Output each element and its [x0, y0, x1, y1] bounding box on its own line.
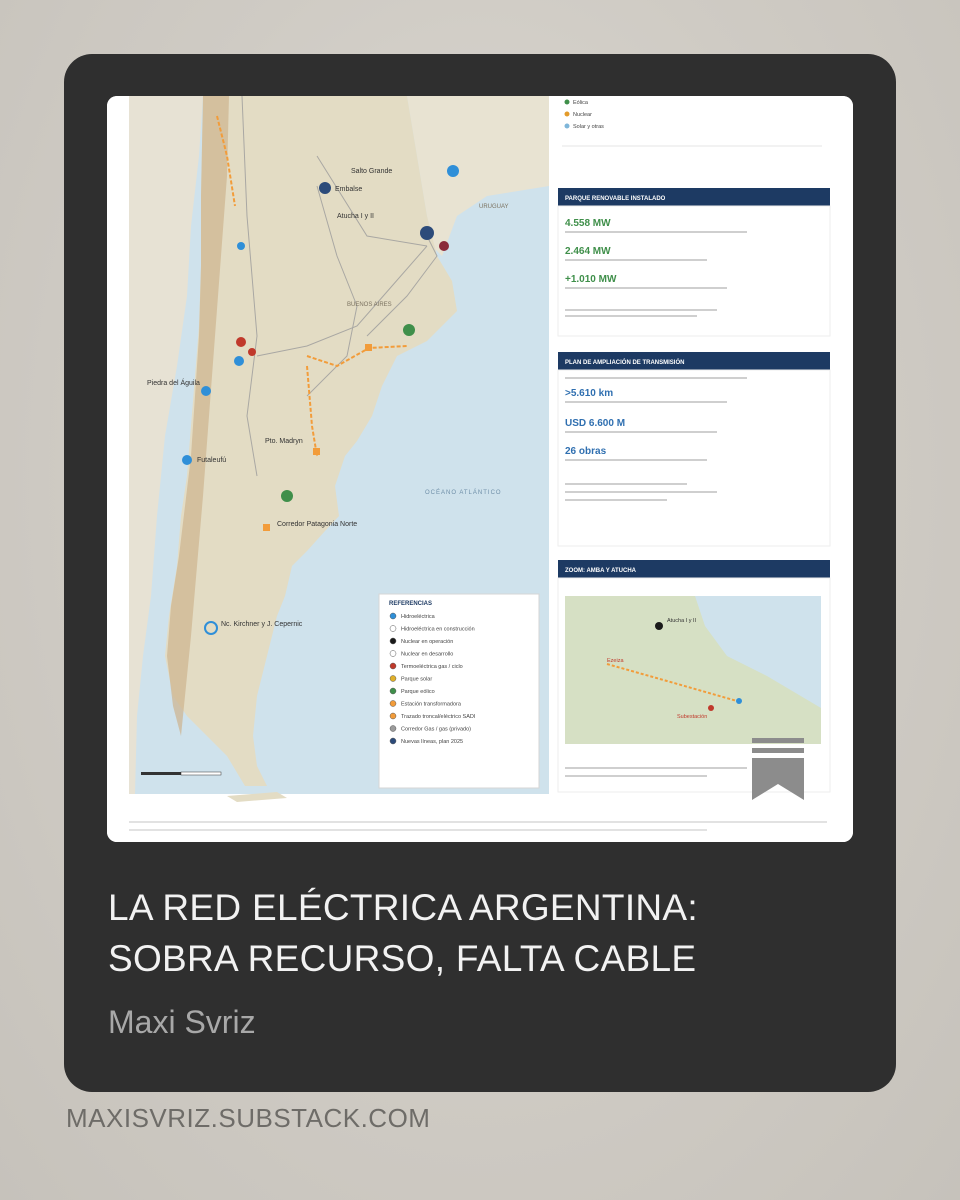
- legend-marker: [390, 738, 396, 744]
- transmision-value-1: >5.610 km: [565, 388, 614, 399]
- map-label-ocean: OCÉANO ATLÁNTICO: [425, 490, 502, 496]
- legend-marker: [390, 613, 396, 619]
- legend-marker: [390, 626, 396, 632]
- zoom-label-ezeiza: Ezeiza: [607, 658, 624, 664]
- legend-item-label: Parque eólico: [401, 689, 435, 695]
- article-title-line-2: SOBRA RECURSO, FALTA CABLE: [108, 938, 697, 979]
- map-label-buenos-aires: BUENOS AIRES: [347, 302, 392, 308]
- map-label-uruguay: URUGUAY: [479, 204, 509, 210]
- map-label-piedra-del-aguila: Piedra del Águila: [147, 380, 200, 387]
- legend-item-label: Parque solar: [401, 676, 433, 683]
- legend-marker: [390, 688, 396, 694]
- legend-marker: [390, 701, 396, 707]
- renovable-value-2: 2.464 MW: [565, 246, 611, 257]
- legend-item-label: Termoeléctrica gas / ciclo: [401, 664, 463, 670]
- legend-item-label: Hidroeléctrica: [401, 614, 435, 620]
- article-title-line-1: LA RED ELÉCTRICA ARGENTINA:: [108, 887, 698, 928]
- legend-marker: [390, 726, 396, 732]
- article-preview-card[interactable]: [64, 54, 896, 1092]
- legend-title: REFERENCIAS: [389, 601, 433, 607]
- panel-zoom-title: ZOOM: AMBA Y ATUCHA: [565, 568, 636, 574]
- article-author: Maxi Svriz: [108, 1004, 256, 1040]
- map-label-embalse: Embalse: [335, 186, 363, 193]
- article-title[interactable]: [108, 882, 848, 984]
- map-label-corredor: Corredor Patagonia Norte: [277, 521, 358, 528]
- legend-item-label: Nuclear en operación: [401, 639, 454, 645]
- legend-item-label: Trazado troncal/eléctrico SADI: [401, 714, 476, 720]
- source-domain[interactable]: MAXISVRIZ.SUBSTACK.COM: [66, 1103, 431, 1133]
- map-label-futaleufu: Futaleufú: [197, 457, 227, 464]
- mix-label-nuclear: Nuclear: [573, 112, 592, 118]
- legend-marker: [390, 638, 396, 644]
- bookmark-icon[interactable]: [752, 738, 804, 800]
- argentina-grid-map: [107, 96, 853, 842]
- map-label-cepernic: Nc. Kirchner y J. Cepernic: [221, 621, 303, 628]
- legend-item-label: Corredor Gas / gas (privado): [401, 726, 471, 733]
- map-label-pto-madryn: Pto. Madryn: [265, 438, 303, 445]
- legend-item-label: Nuclear en desarrollo: [401, 651, 454, 658]
- map-label-atucha: Atucha I y II: [337, 213, 374, 220]
- legend-marker: [390, 713, 396, 719]
- zoom-label-subestacion: Subestación: [677, 714, 708, 720]
- map-label-salto-grande: Salto Grande: [351, 168, 393, 175]
- mix-label-eolica: Eólica: [573, 100, 588, 106]
- legend-marker: [390, 651, 396, 657]
- legend-item-label: Nuevas líneas, plan 2025: [401, 739, 464, 745]
- transmision-value-2: USD 6.600 M: [565, 418, 626, 429]
- legend-item-label: Estación transformadora: [401, 701, 461, 708]
- panel-transmision-title: PLAN DE AMPLIACIÓN DE TRANSMISIÓN: [565, 360, 685, 366]
- legend-marker: [390, 676, 396, 682]
- article-thumbnail-map[interactable]: [107, 96, 853, 842]
- zoom-label-atucha: Atucha I y II: [667, 618, 697, 624]
- legend-marker: [390, 663, 396, 669]
- legend-item-label: Hidroeléctrica en construcción: [401, 626, 475, 633]
- renovable-value-1: 4.558 MW: [565, 218, 611, 229]
- renovable-value-3: +1.010 MW: [565, 274, 617, 285]
- panel-renovable-title: PARQUE RENOVABLE INSTALADO: [565, 196, 666, 202]
- mix-label-solar: Solar y otras: [573, 124, 604, 130]
- transmision-value-3: 26 obras: [565, 446, 607, 457]
